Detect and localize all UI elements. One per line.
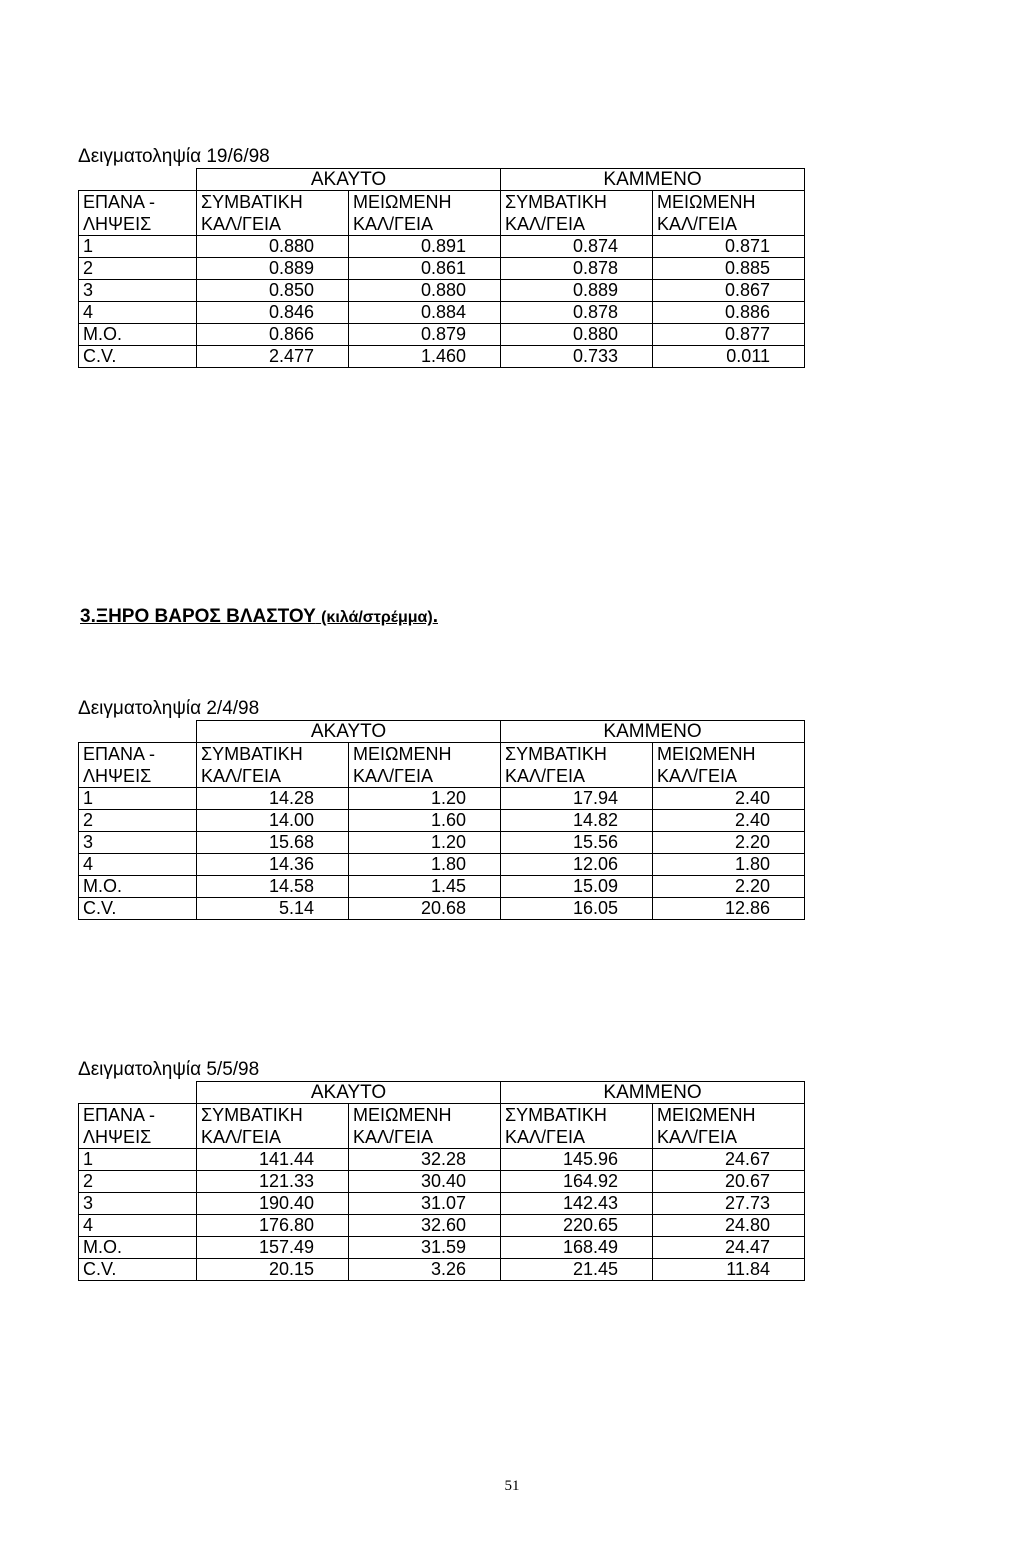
corner-cell <box>79 169 197 191</box>
column-header: ΣΥΜΒΑΤΙΚΗ <box>197 743 349 766</box>
value-cell: 0.861 <box>349 258 501 280</box>
table-row <box>79 280 805 302</box>
table-row <box>79 346 805 368</box>
table-row <box>79 788 805 810</box>
row-label: 1 <box>79 1149 197 1171</box>
section-title-tail: . <box>432 606 438 627</box>
value-cell: 220.65 <box>501 1215 653 1237</box>
column-header: ΚΑΛ/ΓΕΙΑ <box>653 1126 805 1149</box>
value-cell: 1.460 <box>349 346 501 368</box>
row-header-label: ΕΠΑΝΑ - <box>79 743 197 766</box>
value-cell: 0.877 <box>653 324 805 346</box>
table-row <box>79 832 805 854</box>
group-header: ΚΑΜΜΕΝΟ <box>501 1082 805 1104</box>
value-cell: 0.846 <box>197 302 349 324</box>
row-label: C.V. <box>79 346 197 368</box>
column-header: ΚΑΛ/ΓΕΙΑ <box>349 765 501 788</box>
column-header: ΜΕΙΩΜΕΝΗ <box>653 743 805 766</box>
value-cell: 14.82 <box>501 810 653 832</box>
value-cell: 0.733 <box>501 346 653 368</box>
column-header: ΚΑΛ/ΓΕΙΑ <box>197 213 349 236</box>
table-caption: Δειγματοληψία 19/6/98 <box>78 146 270 167</box>
value-cell: 168.49 <box>501 1237 653 1259</box>
value-cell: 3.26 <box>349 1259 501 1281</box>
column-header: ΣΥΜΒΑΤΙΚΗ <box>501 743 653 766</box>
column-header-row <box>79 765 805 788</box>
column-header: ΚΑΛ/ΓΕΙΑ <box>501 765 653 788</box>
value-cell: 15.68 <box>197 832 349 854</box>
value-cell: 0.880 <box>349 280 501 302</box>
value-cell: 12.06 <box>501 854 653 876</box>
group-header-row <box>79 169 805 191</box>
value-cell: 164.92 <box>501 1171 653 1193</box>
value-cell: 14.36 <box>197 854 349 876</box>
row-label: 4 <box>79 1215 197 1237</box>
value-cell: 32.60 <box>349 1215 501 1237</box>
row-label: 1 <box>79 788 197 810</box>
value-cell: 14.58 <box>197 876 349 898</box>
value-cell: 2.477 <box>197 346 349 368</box>
row-label: 3 <box>79 1193 197 1215</box>
value-cell: 2.40 <box>653 788 805 810</box>
value-cell: 24.80 <box>653 1215 805 1237</box>
row-label: 2 <box>79 258 197 280</box>
value-cell: 0.880 <box>501 324 653 346</box>
value-cell: 190.40 <box>197 1193 349 1215</box>
value-cell: 14.00 <box>197 810 349 832</box>
row-label: 4 <box>79 302 197 324</box>
column-header: ΚΑΛ/ΓΕΙΑ <box>653 213 805 236</box>
page-number: 51 <box>504 1478 520 1494</box>
table-row <box>79 324 805 346</box>
corner-cell <box>79 721 197 743</box>
table-caption: Δειγματοληψία 2/4/98 <box>78 698 260 719</box>
value-cell: 24.47 <box>653 1237 805 1259</box>
table-row <box>79 810 805 832</box>
row-label: 2 <box>79 1171 197 1193</box>
value-cell: 0.885 <box>653 258 805 280</box>
value-cell: 0.884 <box>349 302 501 324</box>
column-header: ΜΕΙΩΜΕΝΗ <box>349 743 501 766</box>
row-header-label: ΛΗΨΕΙΣ <box>79 765 197 788</box>
value-cell: 12.86 <box>653 898 805 920</box>
value-cell: 145.96 <box>501 1149 653 1171</box>
table-row <box>79 1193 805 1215</box>
value-cell: 2.20 <box>653 876 805 898</box>
value-cell: 0.889 <box>197 258 349 280</box>
table-block-2 <box>78 698 804 920</box>
table-block-3 <box>78 1059 804 1281</box>
value-cell: 11.84 <box>653 1259 805 1281</box>
row-header-label: ΛΗΨΕΙΣ <box>79 213 197 236</box>
column-header-row <box>79 1126 805 1149</box>
value-cell: 1.80 <box>653 854 805 876</box>
row-label: 4 <box>79 854 197 876</box>
value-cell: 142.43 <box>501 1193 653 1215</box>
value-cell: 16.05 <box>501 898 653 920</box>
table-row <box>79 1149 805 1171</box>
corner-cell <box>79 1082 197 1104</box>
value-cell: 32.28 <box>349 1149 501 1171</box>
row-label: C.V. <box>79 1259 197 1281</box>
column-header: ΜΕΙΩΜΕΝΗ <box>349 1104 501 1127</box>
value-cell: 24.67 <box>653 1149 805 1171</box>
table-row <box>79 876 805 898</box>
value-cell: 0.879 <box>349 324 501 346</box>
row-label: 2 <box>79 810 197 832</box>
row-label: 3 <box>79 280 197 302</box>
value-cell: 0.878 <box>501 302 653 324</box>
value-cell: 157.49 <box>197 1237 349 1259</box>
group-header-row <box>79 721 805 743</box>
column-header: ΚΑΛ/ΓΕΙΑ <box>197 1126 349 1149</box>
value-cell: 0.891 <box>349 236 501 258</box>
value-cell: 30.40 <box>349 1171 501 1193</box>
row-label: 3 <box>79 832 197 854</box>
value-cell: 0.866 <box>197 324 349 346</box>
row-label: Μ.Ο. <box>79 324 197 346</box>
data-table-3 <box>78 1081 805 1281</box>
row-label: C.V. <box>79 898 197 920</box>
value-cell: 21.45 <box>501 1259 653 1281</box>
column-header: ΜΕΙΩΜΕΝΗ <box>349 191 501 214</box>
value-cell: 141.44 <box>197 1149 349 1171</box>
group-header-row <box>79 1082 805 1104</box>
column-header-row <box>79 743 805 766</box>
section-title-main: 3.ΞΗΡΟ ΒΑΡΟΣ ΒΛΑΣΤΟΥ <box>80 606 316 627</box>
group-header: ΑΚΑΥΤΟ <box>197 721 501 743</box>
value-cell: 0.878 <box>501 258 653 280</box>
table-row <box>79 1259 805 1281</box>
value-cell: 2.20 <box>653 832 805 854</box>
group-header: ΑΚΑΥΤΟ <box>197 1082 501 1104</box>
column-header: ΚΑΛ/ΓΕΙΑ <box>501 1126 653 1149</box>
column-header: ΜΕΙΩΜΕΝΗ <box>653 191 805 214</box>
row-header-label: ΛΗΨΕΙΣ <box>79 1126 197 1149</box>
group-header: ΑΚΑΥΤΟ <box>197 169 501 191</box>
column-header: ΣΥΜΒΑΤΙΚΗ <box>501 1104 653 1127</box>
value-cell: 15.56 <box>501 832 653 854</box>
value-cell: 0.850 <box>197 280 349 302</box>
value-cell: 1.20 <box>349 788 501 810</box>
value-cell: 0.011 <box>653 346 805 368</box>
value-cell: 1.20 <box>349 832 501 854</box>
column-header: ΣΥΜΒΑΤΙΚΗ <box>501 191 653 214</box>
table-block-1 <box>78 146 804 368</box>
row-label: Μ.Ο. <box>79 876 197 898</box>
value-cell: 1.60 <box>349 810 501 832</box>
value-cell: 0.886 <box>653 302 805 324</box>
data-table-1 <box>78 168 805 368</box>
value-cell: 0.874 <box>501 236 653 258</box>
group-header: ΚΑΜΜΕΝΟ <box>501 169 805 191</box>
column-header: ΣΥΜΒΑΤΙΚΗ <box>197 1104 349 1127</box>
value-cell: 176.80 <box>197 1215 349 1237</box>
row-header-label: ΕΠΑΝΑ - <box>79 191 197 214</box>
value-cell: 121.33 <box>197 1171 349 1193</box>
row-label: 1 <box>79 236 197 258</box>
column-header-row <box>79 191 805 214</box>
column-header: ΚΑΛ/ΓΕΙΑ <box>349 213 501 236</box>
value-cell: 0.880 <box>197 236 349 258</box>
group-header: ΚΑΜΜΕΝΟ <box>501 721 805 743</box>
table-row <box>79 302 805 324</box>
data-table-2 <box>78 720 805 920</box>
value-cell: 0.871 <box>653 236 805 258</box>
value-cell: 27.73 <box>653 1193 805 1215</box>
value-cell: 0.867 <box>653 280 805 302</box>
column-header: ΣΥΜΒΑΤΙΚΗ <box>197 191 349 214</box>
table-caption: Δειγματοληψία 5/5/98 <box>78 1059 260 1080</box>
column-header: ΚΑΛ/ΓΕΙΑ <box>349 1126 501 1149</box>
column-header: ΜΕΙΩΜΕΝΗ <box>653 1104 805 1127</box>
value-cell: 20.68 <box>349 898 501 920</box>
table-row <box>79 1215 805 1237</box>
column-header: ΚΑΛ/ΓΕΙΑ <box>197 765 349 788</box>
row-label: Μ.Ο. <box>79 1237 197 1259</box>
value-cell: 2.40 <box>653 810 805 832</box>
table-row <box>79 854 805 876</box>
section-title <box>80 606 438 628</box>
table-row <box>79 1171 805 1193</box>
value-cell: 0.889 <box>501 280 653 302</box>
column-header: ΚΑΛ/ΓΕΙΑ <box>653 765 805 788</box>
section-title-unit: (κιλά/στρέμμα) <box>321 609 433 626</box>
value-cell: 15.09 <box>501 876 653 898</box>
value-cell: 5.14 <box>197 898 349 920</box>
table-row <box>79 898 805 920</box>
value-cell: 20.67 <box>653 1171 805 1193</box>
column-header: ΚΑΛ/ΓΕΙΑ <box>501 213 653 236</box>
table-row <box>79 1237 805 1259</box>
column-header-row <box>79 1104 805 1127</box>
value-cell: 1.80 <box>349 854 501 876</box>
value-cell: 20.15 <box>197 1259 349 1281</box>
value-cell: 14.28 <box>197 788 349 810</box>
value-cell: 17.94 <box>501 788 653 810</box>
value-cell: 31.59 <box>349 1237 501 1259</box>
value-cell: 31.07 <box>349 1193 501 1215</box>
value-cell: 1.45 <box>349 876 501 898</box>
table-row <box>79 258 805 280</box>
column-header-row <box>79 213 805 236</box>
row-header-label: ΕΠΑΝΑ - <box>79 1104 197 1127</box>
table-row <box>79 236 805 258</box>
